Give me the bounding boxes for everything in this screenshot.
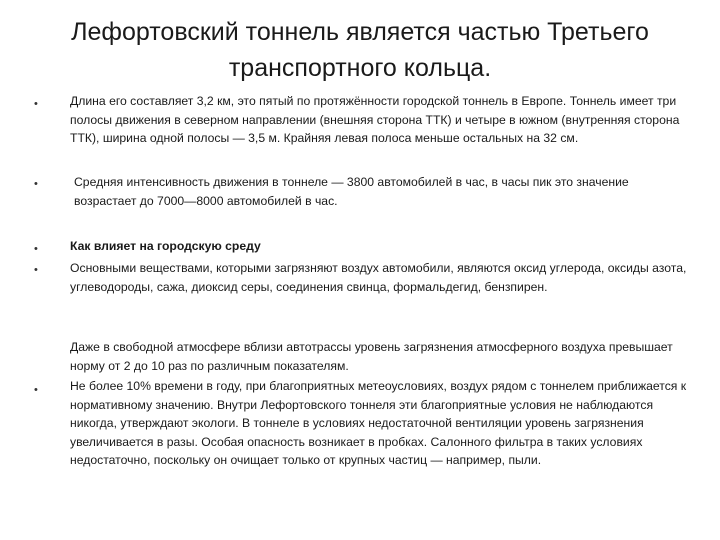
bullet-icon: • xyxy=(34,264,38,276)
bullet-icon: • xyxy=(34,243,38,255)
paragraph-pollutants: Основными веществами, которыми загрязняют воздух автомобили, являются оксид углерода, оксиды азота, углеводороды, сажа, диоксид серы, соединения свинца, формальдегид, бензпирен. xyxy=(70,261,687,294)
paragraph-heading-environment: Как влияет на городскую среду xyxy=(70,239,261,253)
paragraph-traffic: Средняя интенсивность движения в тоннеле — 3800 автомобилей в час, в часы пик это значение возрастает до 7000—8000 автомобилей в час. xyxy=(74,175,629,208)
bullet-icon: • xyxy=(34,384,38,396)
paragraph-pollution-level: Даже в свободной атмосфере вблизи автотрассы уровень загрязнения атмосферного воздуха превышает норму от 2 до 10 раз по различным показателям. xyxy=(70,340,673,373)
slide-title: Лефортовский тоннель является частью Третьего транспортного кольца. xyxy=(71,18,649,82)
paragraph-air-quality: Не более 10% времени в году, при благоприятных метеоусловиях, воздух рядом с тоннелем приближается к нормативному значению. Внутри Лефортовского тоннеля эти благоприятные условия не наблюдаются никогда, утверждают экологи. В тоннеле в условиях недостаточной вентиляции уровень загрязнения увеличивается в разы. Особая опасность возникает в пробках. Салонного фильтра в таких условиях недостаточно, поскольку он очищает только от крупных частиц — например, пыли. xyxy=(70,379,687,467)
bullet-icon: • xyxy=(34,98,38,110)
paragraph-length: Длина его составляет 3,2 км, это пятый по протяжённости городской тоннель в Европе. Тоннель имеет три полосы движения в северном направлении (внешняя сторона ТТК) и четыре в южном (внутренняя сторона ТТК), ширина одной полосы — 3,5 м. Крайняя левая полоса меньше остальных на 32 см. xyxy=(70,94,680,145)
bullet-icon: • xyxy=(34,178,38,190)
